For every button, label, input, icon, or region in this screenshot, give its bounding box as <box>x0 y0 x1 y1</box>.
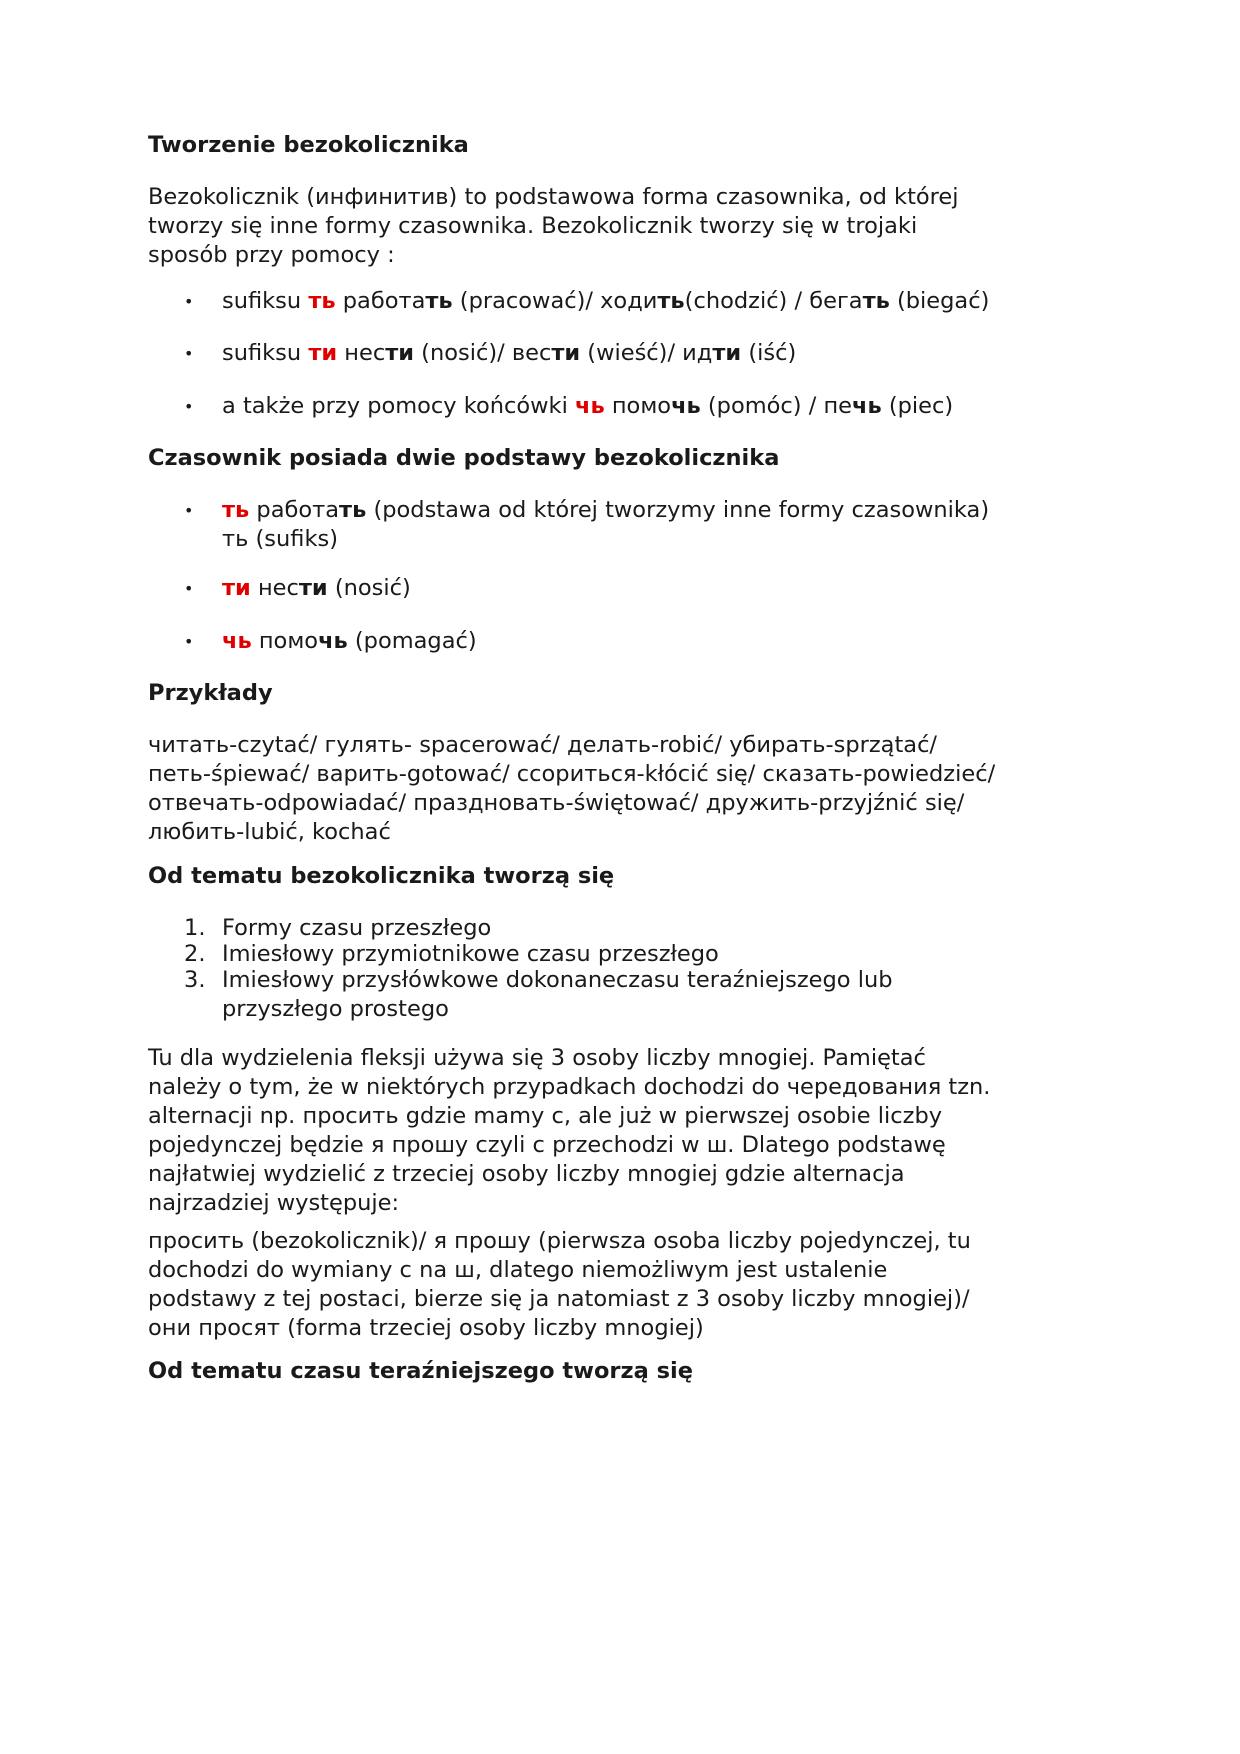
item-number: 3. <box>184 967 206 993</box>
list-item-text: sufiksu ть работать (pracować)/ ходить(chodzić) / бегать (biegać) <box>222 288 990 314</box>
heading-tworzenie: Tworzenie bezokolicznika <box>148 132 469 158</box>
paragraph-prosit <box>148 1227 1108 1343</box>
numbered-item <box>148 966 1108 1024</box>
text-line: Bezokolicznik (инфинитив) to podstawowa forma czasownika, od której <box>148 184 959 210</box>
item-number: 2. <box>184 941 206 967</box>
heading-od-tematu-czasu: Od tematu czasu teraźniejszego tworzą się <box>148 1358 693 1384</box>
item-number: 1. <box>184 915 206 941</box>
text-line: pojedynczej będzie я прошу czyli с przechodzi w ш. Dlatego podstawę <box>148 1132 946 1158</box>
item-text: Imiesłowy przymiotnikowe czasu przeszłego <box>222 941 719 967</box>
bullet-icon: • <box>184 397 194 416</box>
text-line: najłatwiej wydzielić z trzeciej osoby liczby mnogiej gdzie alternacja <box>148 1161 905 1187</box>
text-line: они просят (forma trzeciej osoby liczby mnogiej) <box>148 1315 704 1341</box>
bullet-icon: • <box>184 632 194 651</box>
list-item-text: ть работать (podstawa od której tworzymy inne formy czasownika) ть (sufiks) <box>222 497 990 552</box>
bullet-icon: • <box>184 292 194 311</box>
text-line: najrzadziej występuje: <box>148 1190 400 1216</box>
bullet-icon: • <box>184 344 194 363</box>
examples-paragraph <box>148 731 1108 847</box>
list-item-text: чь помочь (pomagać) <box>222 628 477 654</box>
text-line: просить (bezokolicznik)/ я прошу (pierwsza osoba liczby pojedynczej, tu <box>148 1228 971 1254</box>
paragraph-fleksja <box>148 1044 1108 1218</box>
heading-przyklady: Przykłady <box>148 680 273 706</box>
text-line: dochodzi do wymiany с na ш, dlatego niemożliwym jest ustalenie <box>148 1257 888 1283</box>
item-text: Formy czasu przeszłego <box>222 915 492 941</box>
heading-od-tematu-bezokolicznika: Od tematu bezokolicznika tworzą się <box>148 863 615 889</box>
text-line: отвечать-odpowiadać/ праздновать-świętować/ дружить-przyjźnić się/ <box>148 790 965 816</box>
heading-czasownik: Czasownik posiada dwie podstawy bezokolicznika <box>148 445 780 471</box>
text-line: podstawy z tej postaci, bierze się ja natomiast z 3 osoby liczby mnogiej)/ <box>148 1286 970 1312</box>
intro-paragraph <box>148 183 1108 270</box>
text-line: alternacji np. просить gdzie mamy с, ale już w pierwszej osobie liczby <box>148 1103 943 1129</box>
item-text: Imiesłowy przysłówkowe dokonaneczasu teraźniejszego lub przyszłego prostego <box>222 967 893 1022</box>
text-line: tworzy się inne formy czasownika. Bezokolicznik tworzy się w trojaki <box>148 213 918 239</box>
text-line: петь-śpiewać/ варить-gotować/ ссориться-kłócić się/ сказать-powiedzieć/ <box>148 761 996 787</box>
list-item-text: ти нести (nosić) <box>222 575 411 601</box>
list-item <box>148 496 1108 556</box>
text-line: читать-czytać/ гулять- spacerować/ делать-robić/ убирать-sprzątać/ <box>148 732 938 758</box>
list-item-text: a także przy pomocy końcówki чь помочь (pomóc) / печь (piec) <box>222 393 954 419</box>
text-line: sposób przy pomocy : <box>148 242 395 268</box>
text-line: Tu dla wydzielenia fleksji używa się 3 osoby liczby mnogiej. Pamiętać <box>148 1045 926 1071</box>
bullet-icon: • <box>184 501 194 520</box>
list-item-text: sufiksu ти нести (nosić)/ вести (wieść)/ идти (iść) <box>222 340 797 366</box>
text-line: любить-lubić, kochać <box>148 819 391 845</box>
text-line: należy o tym, że w niektórych przypadkach dochodzi do чередования tzn. <box>148 1074 991 1100</box>
bullet-icon: • <box>184 579 194 598</box>
